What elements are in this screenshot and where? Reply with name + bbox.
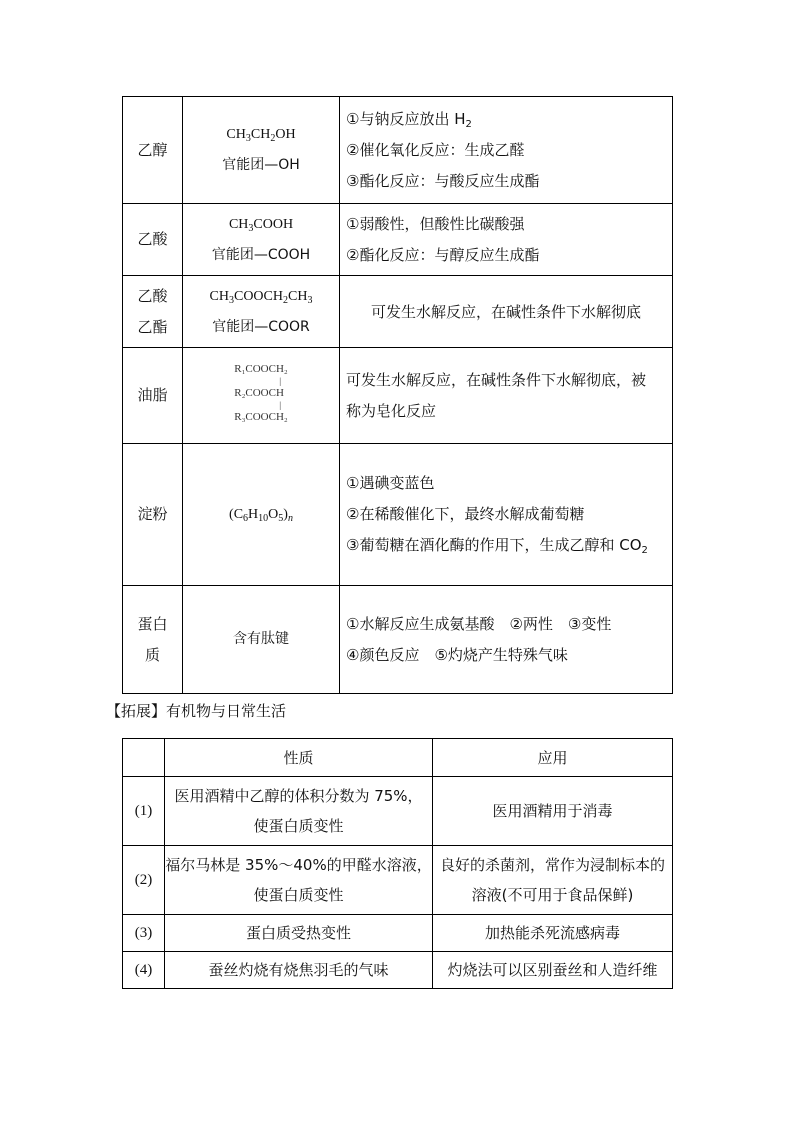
- compound-formula: $(C_6H_{10}O_5)_n$: [183, 444, 340, 586]
- row-number: (4): [123, 952, 165, 989]
- compound-formula: $CH_3CH_2OH$ 官能团—OH: [183, 97, 340, 204]
- compound-row: [123, 348, 673, 444]
- column-header: 应用: [433, 739, 673, 777]
- compound-properties: ①水解反应生成氨基酸 ②两性 ③变性 ④颜色反应 ⑤灼烧产生特殊气味: [340, 586, 673, 694]
- compound-row: [123, 586, 673, 694]
- organic-compounds-table: [122, 96, 673, 694]
- compound-row: [123, 204, 673, 276]
- compound-properties: ①弱酸性，但酸性比碳酸强 ②酯化反应：与醇反应生成酯: [340, 204, 673, 276]
- compound-formula: $CH_3COOH$ 官能团—COOH: [183, 204, 340, 276]
- table-row: [123, 952, 673, 989]
- compound-name: 乙醇: [123, 97, 183, 204]
- row-number: (1): [123, 777, 165, 846]
- compound-name: 油脂: [123, 348, 183, 444]
- extension-title: 【拓展】有机物与日常生活: [106, 702, 287, 720]
- property-cell: 蚕丝灼烧有烧焦羽毛的气味: [165, 952, 433, 989]
- property-cell: 福尔马林是 35%～40%的甲醛水溶液， 使蛋白质变性: [165, 846, 433, 915]
- column-header: [123, 739, 165, 777]
- table-row: [123, 777, 673, 846]
- row-number: (3): [123, 915, 165, 952]
- row-number: (2): [123, 846, 165, 915]
- compound-name: 蛋白 质: [123, 586, 183, 694]
- application-cell: 医用酒精用于消毒: [433, 777, 673, 846]
- property-cell: 蛋白质受热变性: [165, 915, 433, 952]
- compound-formula: [183, 348, 340, 444]
- daily-life-table: [122, 738, 673, 989]
- application-cell: 灼烧法可以区别蚕丝和人造纤维: [433, 952, 673, 989]
- compound-formula: $CH_3COOCH_2CH_3$ 官能团—COOR: [183, 276, 340, 348]
- compound-row: [123, 97, 673, 204]
- compound-row: [123, 276, 673, 348]
- fat-structure: R₁COOCH₂ | R₂COOCH | R₃COOCH₂: [234, 362, 288, 423]
- compound-name: 乙酸 乙酯: [123, 276, 183, 348]
- compound-properties: ①与钠反应放出 $H_2$ ②催化氧化反应：生成乙醛 ③酯化反应：与酸反应生成酯: [340, 97, 673, 204]
- property-cell: 医用酒精中乙醇的体积分数为 75%， 使蛋白质变性: [165, 777, 433, 846]
- table-row: [123, 915, 673, 952]
- compound-properties: ①遇碘变蓝色 ②在稀酸催化下，最终水解成葡萄糖 ③葡萄糖在酒化酶的作用下，生成乙醇和 $CO_2$: [340, 444, 673, 586]
- table-row: [123, 846, 673, 915]
- application-cell: 良好的杀菌剂，常作为浸制标本的 溶液(不可用于食品保鲜): [433, 846, 673, 915]
- compound-row: [123, 444, 673, 586]
- compound-properties: 可发生水解反应，在碱性条件下水解彻底，被 称为皂化反应: [340, 348, 673, 444]
- compound-properties: 可发生水解反应，在碱性条件下水解彻底: [340, 276, 673, 348]
- column-header: 性质: [165, 739, 433, 777]
- compound-formula: 含有肽键: [183, 586, 340, 694]
- application-cell: 加热能杀死流感病毒: [433, 915, 673, 952]
- compound-name: 淀粉: [123, 444, 183, 586]
- header-row: [123, 739, 673, 777]
- compound-name: 乙酸: [123, 204, 183, 276]
